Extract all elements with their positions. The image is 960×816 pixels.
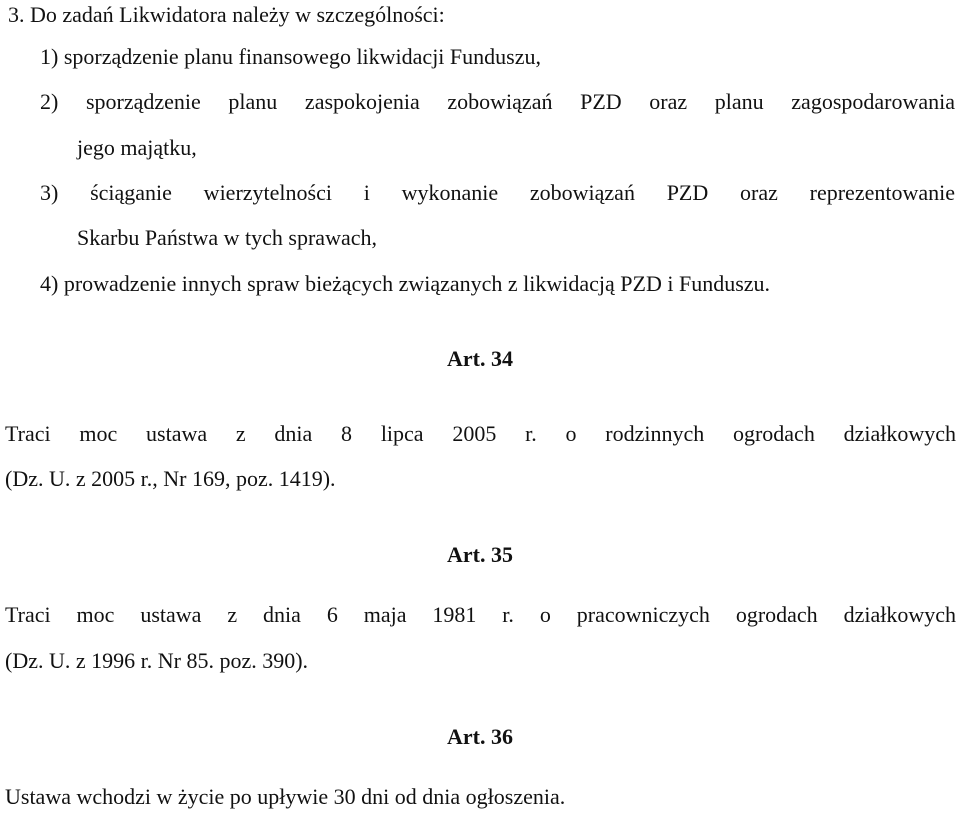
item-3-heading: 3. Do zadań Likwidatora należy w szczególności: — [8, 2, 445, 27]
art-36-title: Art. 36 — [447, 724, 513, 749]
art-34-line-2: (Dz. U. z 2005 r., Nr 169, poz. 1419). — [5, 466, 336, 491]
point-2-line-1: 2) sporządzenie planu zaspokojenia zobowiązań PZD oraz planu zagospodarowania — [40, 89, 955, 114]
point-4: 4) prowadzenie innych spraw bieżących związanych z likwidacją PZD i Funduszu. — [40, 271, 771, 296]
art-35-line-1: Traci moc ustawa z dnia 6 maja 1981 r. o pracowniczych ogrodach działkowych — [5, 602, 956, 627]
art-36-line-1: Ustawa wchodzi w życie po upływie 30 dni od dnia ogłoszenia. — [5, 784, 566, 809]
art-35-title: Art. 35 — [447, 542, 513, 567]
point-3-line-2: Skarbu Państwa w tych sprawach, — [77, 225, 377, 250]
point-2-line-2: jego majątku, — [77, 135, 197, 160]
art-34-title: Art. 34 — [447, 346, 513, 371]
art-34-line-1: Traci moc ustawa z dnia 8 lipca 2005 r. o rodzinnych ogrodach działkowych — [5, 421, 956, 446]
point-1: 1) sporządzenie planu finansowego likwidacji Funduszu, — [40, 44, 541, 69]
point-3-line-1: 3) ściąganie wierzytelności i wykonanie zobowiązań PZD oraz reprezentowanie — [40, 180, 955, 205]
art-35-line-2: (Dz. U. z 1996 r. Nr 85. poz. 390). — [5, 648, 309, 673]
